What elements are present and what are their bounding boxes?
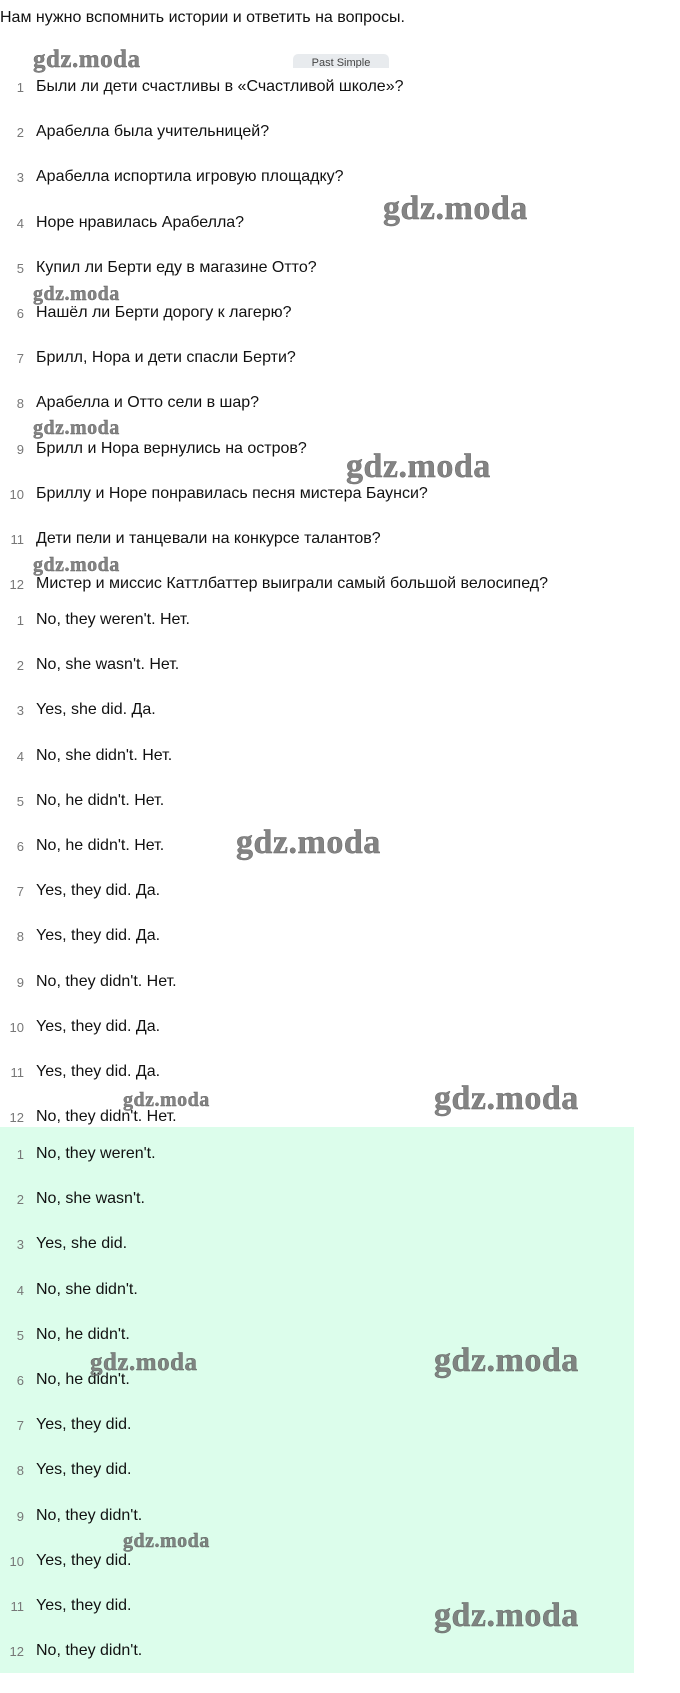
watermark-logo: gdz.moda [33, 554, 120, 576]
answer-text: Yes, they did. [36, 1552, 132, 1569]
question-row [0, 527, 381, 551]
question-number: 3 [16, 169, 24, 185]
question-text: Были ли дети счастливы в «Счастливой школе»? [36, 78, 404, 95]
answer-row [0, 1187, 145, 1211]
answer-number: 5 [16, 1327, 24, 1343]
answer-translated-row [0, 970, 177, 994]
answer-number: 4 [16, 1282, 24, 1298]
answer-translated-number: 3 [16, 702, 24, 718]
question-text: Арабелла испортила игровую площадку? [36, 168, 344, 185]
question-number: 5 [16, 260, 24, 276]
answer-translated-text: No, they didn't. Нет. [36, 973, 177, 990]
answer-translated-number: 8 [16, 928, 24, 944]
question-number: 1 [16, 79, 24, 95]
question-row [0, 75, 404, 99]
answer-translated-text: Yes, they did. Да. [36, 1018, 161, 1035]
watermark-logo: gdz.moda [33, 283, 120, 305]
answer-number: 7 [16, 1417, 24, 1433]
question-text: Брилл, Нора и дети спасли Берти? [36, 349, 296, 366]
answer-row [0, 1594, 131, 1618]
answer-translated-row [0, 1060, 160, 1084]
answer-text: Yes, they did. [36, 1597, 132, 1614]
question-number: 12 [9, 576, 24, 592]
answer-row [0, 1232, 127, 1256]
answer-text: No, they didn't. [36, 1507, 143, 1524]
question-text: Норе нравилась Арабелла? [36, 214, 245, 231]
tab-chip: Past Simple [293, 54, 389, 68]
watermark-logo: gdz.moda [346, 448, 491, 485]
question-row [0, 346, 296, 370]
answer-translated-number: 4 [16, 748, 24, 764]
question-text: Дети пели и танцевали на конкурсе талантов? [36, 530, 381, 547]
answer-text: No, she wasn't. [36, 1190, 145, 1207]
answer-row [0, 1458, 131, 1482]
answer-translated-row [0, 744, 172, 768]
watermark-logo: gdz.moda [236, 824, 381, 861]
question-number: 7 [16, 350, 24, 366]
answer-translated-number: 1 [16, 612, 24, 628]
question-text: Бриллу и Норе понравилась песня мистера Баунси? [36, 485, 428, 502]
question-row [0, 437, 307, 461]
answer-translated-text: No, she didn't. Нет. [36, 747, 173, 764]
answer-number: 3 [16, 1236, 24, 1252]
question-number: 6 [16, 305, 24, 321]
answer-translated-number: 6 [16, 838, 24, 854]
answer-translated-number: 5 [16, 793, 24, 809]
answer-row [0, 1549, 131, 1573]
question-row [0, 256, 317, 280]
answer-translated-text: Yes, they did. Да. [36, 882, 161, 899]
answer-row [0, 1323, 130, 1347]
watermark-logo: gdz.moda [123, 1530, 210, 1552]
answer-translated-text: No, they weren't. Нет. [36, 611, 190, 628]
question-number: 4 [16, 215, 24, 231]
answer-translated-number: 7 [16, 883, 24, 899]
answer-number: 8 [16, 1462, 24, 1478]
question-text: Мистер и миссис Каттлбаттер выиграли самый большой велосипед? [36, 575, 548, 592]
answer-translated-row [0, 924, 160, 948]
watermark-logo: gdz.moda [434, 1080, 579, 1117]
question-text: Нашёл ли Берти дорогу к лагерю? [36, 304, 292, 321]
answer-translated-text: No, he didn't. Нет. [36, 837, 165, 854]
answer-translated-row [0, 698, 156, 722]
watermark-logo: gdz.moda [123, 1089, 210, 1111]
answer-text: No, they didn't. [36, 1642, 143, 1659]
answer-translated-number: 12 [9, 1109, 24, 1125]
question-number: 8 [16, 395, 24, 411]
answer-text: No, he didn't. [36, 1326, 130, 1343]
answer-row [0, 1413, 131, 1437]
answer-translated-text: Yes, they did. Да. [36, 1063, 161, 1080]
answer-translated-number: 9 [16, 974, 24, 990]
question-row [0, 211, 244, 235]
question-row [0, 120, 269, 144]
watermark-logo: gdz.moda [434, 1342, 579, 1379]
answer-translated-row [0, 608, 190, 632]
answer-translated-text: Yes, she did. Да. [36, 701, 156, 718]
answer-number: 9 [16, 1508, 24, 1524]
watermark-logo: gdz.moda [33, 417, 120, 439]
question-row [0, 391, 259, 415]
question-text: Арабелла была учительницей? [36, 123, 270, 140]
answer-number: 2 [16, 1191, 24, 1207]
answer-row [0, 1142, 156, 1166]
answer-translated-text: Yes, they did. Да. [36, 927, 161, 944]
question-text: Арабелла и Отто сели в шар? [36, 394, 260, 411]
answer-row [0, 1504, 142, 1528]
question-text: Купил ли Берти еду в магазине Отто? [36, 259, 317, 276]
question-number: 10 [9, 486, 24, 502]
answer-row [0, 1639, 142, 1663]
answer-row [0, 1278, 138, 1302]
answer-translated-number: 2 [16, 657, 24, 673]
answer-translated-row [0, 1015, 160, 1039]
answer-number: 6 [16, 1372, 24, 1388]
answer-text: No, she didn't. [36, 1281, 138, 1298]
answer-translated-text: No, she wasn't. Нет. [36, 656, 180, 673]
answer-translated-row [0, 879, 160, 903]
answer-translated-row [0, 789, 164, 813]
answer-text: Yes, they did. [36, 1416, 132, 1433]
answer-text: No, they weren't. [36, 1145, 156, 1162]
question-text: Брилл и Нора вернулись на остров? [36, 440, 307, 457]
answer-translated-text: No, he didn't. Нет. [36, 792, 165, 809]
question-number: 2 [16, 124, 24, 140]
answer-number: 1 [16, 1146, 24, 1162]
watermark-logo: gdz.moda [90, 1349, 198, 1376]
answer-translated-number: 11 [10, 1064, 24, 1080]
answer-number: 12 [9, 1643, 24, 1659]
answer-translated-number: 10 [9, 1019, 24, 1035]
answer-translated-text: No, they didn't. Нет. [36, 1108, 177, 1125]
question-number: 11 [10, 531, 24, 547]
watermark-logo: gdz.moda [383, 190, 528, 227]
watermark-logo: gdz.moda [434, 1597, 579, 1634]
answer-translated-row [0, 653, 179, 677]
answer-number: 11 [10, 1598, 24, 1614]
watermark-logo: gdz.moda [33, 46, 141, 73]
question-row [0, 165, 344, 189]
answer-text: Yes, she did. [36, 1235, 128, 1252]
question-number: 9 [16, 441, 24, 457]
answer-translated-row [0, 834, 164, 858]
answer-number: 10 [9, 1553, 24, 1569]
intro-text: Нам нужно вспомнить истории и ответить на вопросы. [0, 9, 405, 26]
answer-text: No, he didn't. [36, 1371, 130, 1388]
answer-text: Yes, they did. [36, 1461, 132, 1478]
